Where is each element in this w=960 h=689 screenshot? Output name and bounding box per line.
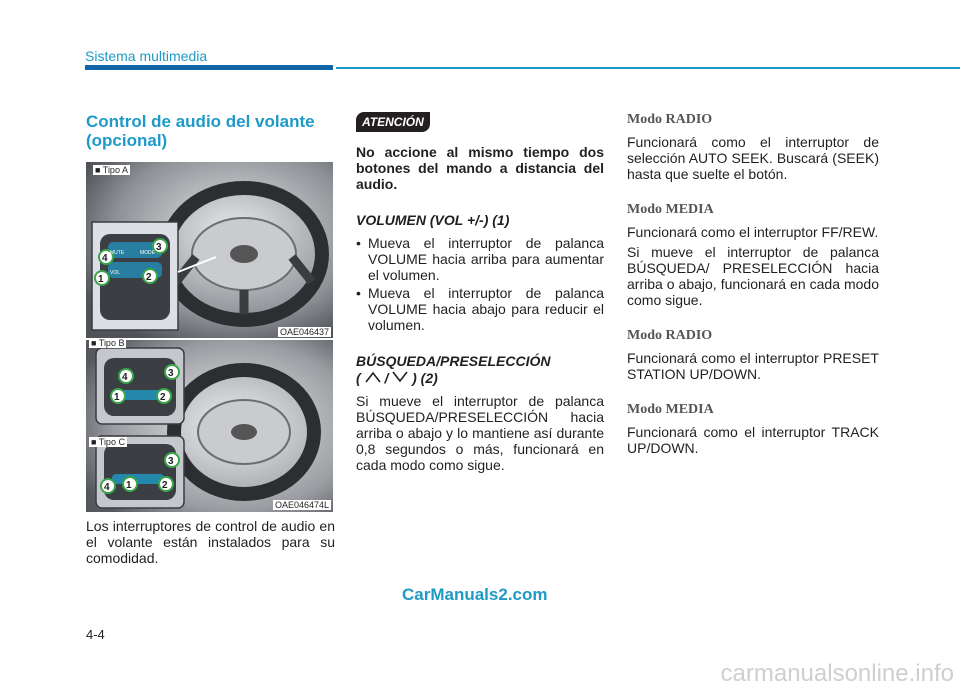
watermark-link[interactable]: CarManuals2.com [402,585,548,604]
callout-4-b: 4 [122,372,128,383]
callout-2-c: 2 [162,480,168,491]
list-item: • Mueva el interruptor de palanca VOLUME hacia arriba para aumentar el volumen. [356,235,604,283]
figure-code-bc: OAE046474L [274,500,329,510]
vol-bullet-list [356,235,604,333]
list-item: • Mueva el interruptor de palanca VOLUME hacia abajo para reducir el volumen. [356,285,604,333]
label-mode: MODE [140,250,155,256]
callout-1-a: 1 [98,274,104,285]
page-number: 4-4 [86,627,105,642]
callout-1-c: 1 [126,480,132,491]
attention-text: No accione al mismo tiempo dos botones del mando a distancia del audio. [356,144,604,192]
steering-wheel-figure [86,162,333,512]
footer-site-watermark: carmanualsonline.info [720,660,954,687]
label-vol: VOL [110,270,121,276]
tipo-b-label: ■ Tipo B [91,338,125,348]
callout-3-a: 3 [156,242,162,253]
mode-heading: Modo RADIO [627,112,713,127]
mode-paragraph: Funcionará como el interruptor de selección AUTO SEEK. Buscará (SEEK) hasta que suelte el botón. [627,134,879,182]
figure-code-a: OAE046437 [279,327,329,337]
mode-heading: Modo MEDIA [627,402,714,417]
callout-4-c: 4 [104,482,110,493]
steering-wheel-illustration [86,162,333,512]
section-header-title: Sistema multimedia [85,48,208,64]
page-title: Control de audio del volante (opcional) [86,112,315,150]
callout-4-a: 4 [102,253,108,264]
tipo-c-label: ■ Tipo C [91,437,125,447]
callout-3-c: 3 [168,456,174,467]
seek-paragraph: Si mueve el interruptor de palanca BÚSQUEDA/PRESELECCIÓN hacia arriba o abajo y lo mantiene así durante 0,8 segundos o más, funcionará en cada modo como sigue. [356,393,604,473]
intro-paragraph: Los interruptores de control de audio en el volante están instalados para su comodidad. [86,518,335,566]
mode-paragraph: Funcionará como el interruptor TRACK UP/DOWN. [627,424,879,456]
column-2 [356,112,604,473]
callout-2-a: 2 [146,272,152,283]
vol-heading: VOLUMEN (VOL +/-) (1) [356,212,510,228]
mode-heading: Modo RADIO [627,328,713,343]
column-3 [627,112,879,456]
mode-paragraph: Funcionará como el interruptor PRESET STATION UP/DOWN. [627,350,879,382]
seek-heading-line1: BÚSQUEDA/PRESELECCIÓN [356,353,551,369]
callout-2-b: 2 [160,392,166,403]
label-mute: MUTE [110,250,125,256]
mode-heading: Modo MEDIA [627,202,714,217]
callout-3-b: 3 [168,368,174,379]
header-bar-light [336,67,960,69]
seek-heading-line2: ( / ) (2) [356,370,438,386]
chevron-down-icon [392,371,408,383]
header-bar-dark [85,65,333,70]
callout-1-b: 1 [114,392,120,403]
chevron-up-icon [365,371,381,383]
mode-paragraph: Funcionará como el interruptor FF/REW. [627,224,879,240]
tipo-a-label: ■ Tipo A [95,165,128,175]
attention-badge: ATENCIÓN [356,112,430,132]
mode-paragraph: Si mueve el interruptor de palanca BÚSQUEDA/ PRESELECCIÓN hacia arriba o abajo, funcionará en cada modo como sigue. [627,244,879,308]
